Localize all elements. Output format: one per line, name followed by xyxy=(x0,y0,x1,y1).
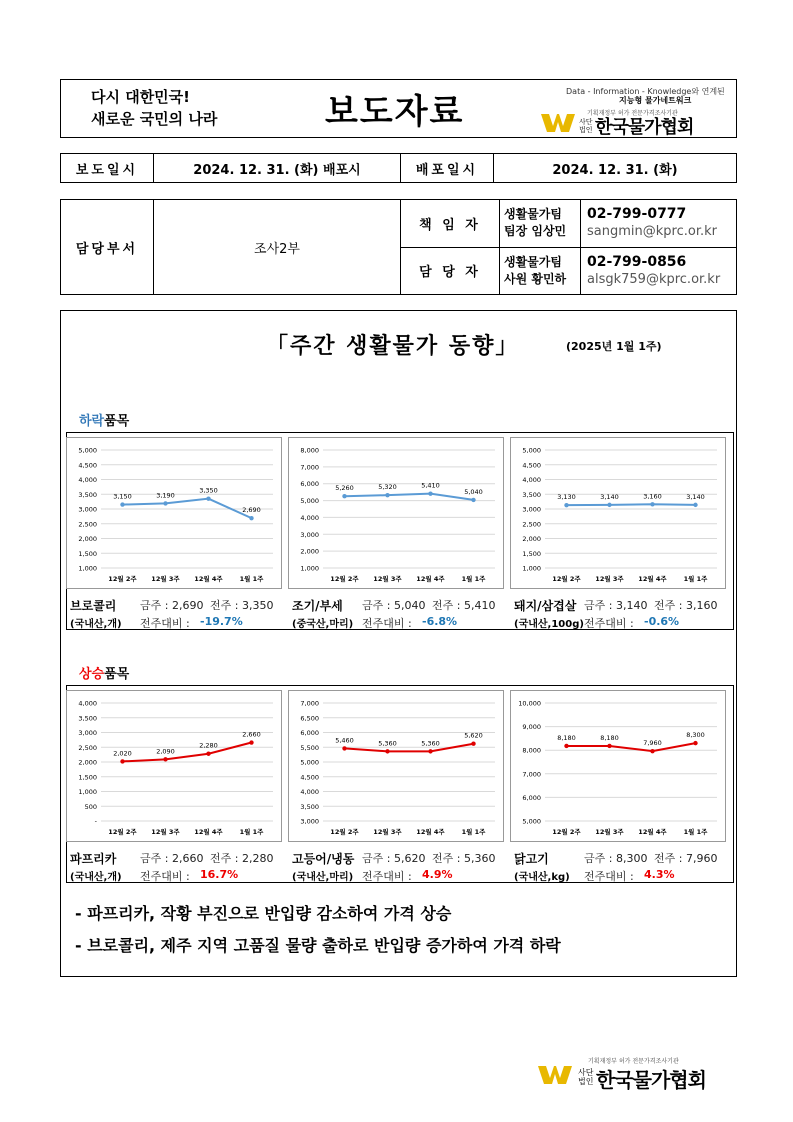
staff-label: 담 당 자 xyxy=(401,247,500,295)
y-tick-label: 2,500 xyxy=(522,520,541,529)
change-value: 16.7% xyxy=(200,868,239,881)
staff-tel: 02-799-0856 xyxy=(587,253,687,270)
x-tick-label: 12월 4주 xyxy=(416,575,445,583)
org-logo-icon xyxy=(541,114,575,132)
y-tick-label: 6,000 xyxy=(522,793,541,802)
this-week-price: 금주 : 5,620 xyxy=(362,852,426,865)
x-tick-label: 12월 2주 xyxy=(330,575,359,583)
manager-team: 생활물가팀 xyxy=(504,207,562,222)
manager-tel: 02-799-0777 xyxy=(587,206,687,223)
y-tick-label: 3,000 xyxy=(300,817,319,826)
x-tick-label: 12월 3주 xyxy=(595,575,624,583)
y-tick-label: 4,500 xyxy=(300,773,319,782)
release-date-label: 보도일시 xyxy=(61,154,154,183)
data-label: 2,280 xyxy=(199,741,218,750)
data-point xyxy=(206,496,210,500)
data-label: 3,140 xyxy=(600,492,619,501)
data-label: 5,360 xyxy=(421,739,440,748)
series-line xyxy=(345,494,474,500)
x-tick-label: 12월 4주 xyxy=(638,828,667,836)
tagline-1: Data - Information - Knowledge와 연계된 xyxy=(566,87,725,96)
change-value: -6.8% xyxy=(422,615,458,628)
item-name: 돼지/삼겹살 xyxy=(514,599,577,613)
data-label: 2,090 xyxy=(156,747,175,756)
data-point xyxy=(385,749,389,753)
last-week-price: 전주 : 7,960 xyxy=(654,852,718,865)
distribution-date-label: 배포일시 xyxy=(401,154,494,183)
staff-name-cell xyxy=(500,247,581,295)
data-label: 3,140 xyxy=(686,492,705,501)
item-name: 닭고기 xyxy=(514,852,549,866)
data-point xyxy=(249,740,253,744)
y-tick-label: 6,500 xyxy=(300,714,319,723)
data-label: 2,660 xyxy=(242,730,261,739)
y-tick-label: 500 xyxy=(84,802,97,811)
data-point xyxy=(428,491,432,495)
rising-label: 상승 xyxy=(79,667,105,682)
data-point xyxy=(471,742,475,746)
chart-svg-4 xyxy=(289,691,503,841)
contacts-table xyxy=(60,199,737,295)
data-label: 5,460 xyxy=(335,736,354,745)
y-tick-label: 7,000 xyxy=(522,770,541,779)
this-week-price: 금주 : 8,300 xyxy=(584,852,648,865)
y-tick-label: 4,000 xyxy=(78,476,97,484)
y-tick-label: 5,000 xyxy=(78,446,97,455)
y-tick-label: 2,500 xyxy=(78,520,97,529)
y-tick-label: 4,000 xyxy=(78,699,97,708)
y-tick-label: 3,500 xyxy=(78,490,97,499)
y-tick-label: 2,000 xyxy=(78,535,97,543)
y-tick-label: 5,000 xyxy=(522,446,541,455)
x-tick-label: 12월 2주 xyxy=(552,828,581,836)
data-label: 3,160 xyxy=(643,492,662,501)
chart-svg-2 xyxy=(511,438,725,588)
y-tick-label: 3,000 xyxy=(300,530,319,539)
x-tick-label: 1월 1주 xyxy=(683,575,708,583)
chart-svg-5 xyxy=(511,691,725,841)
data-label: 5,360 xyxy=(378,739,397,748)
data-point xyxy=(607,744,611,748)
staff-contact-cell xyxy=(581,247,737,295)
this-week-price: 금주 : 5,040 xyxy=(362,599,426,612)
header-box xyxy=(60,79,737,138)
x-tick-label: 1월 1주 xyxy=(239,828,264,836)
item-origin: (국내산,100g) xyxy=(514,619,584,630)
y-tick-label: 7,000 xyxy=(300,699,319,708)
x-tick-label: 1월 1주 xyxy=(683,828,708,836)
y-tick-label: 6,000 xyxy=(300,480,319,489)
last-week-price: 전주 : 5,410 xyxy=(432,599,496,612)
change-value: -0.6% xyxy=(644,615,680,628)
item-origin: (국내산,kg) xyxy=(514,872,570,883)
change-label: 전주대비 : xyxy=(140,617,190,630)
distribution-date-value: 2024. 12. 31. (화) xyxy=(494,154,737,183)
chart-2 xyxy=(510,437,726,589)
y-tick-label: 3,000 xyxy=(78,505,97,514)
data-point xyxy=(249,516,253,520)
x-tick-label: 12월 2주 xyxy=(108,575,137,583)
change-label: 전주대비 : xyxy=(362,617,412,630)
y-tick-label: 8,000 xyxy=(522,746,541,755)
x-tick-label: 12월 3주 xyxy=(373,828,402,836)
y-tick-label: 4,000 xyxy=(300,788,319,796)
y-tick-label: 1,000 xyxy=(522,564,541,573)
this-week-price: 금주 : 2,660 xyxy=(140,852,204,865)
falling-label-rest: 품목 xyxy=(104,414,130,429)
x-tick-label: 1월 1주 xyxy=(239,575,264,583)
manager-contact-cell xyxy=(581,200,737,248)
falling-section-heading xyxy=(79,410,129,429)
chart-svg-0 xyxy=(67,438,281,588)
x-tick-label: 12월 3주 xyxy=(595,828,624,836)
report-title: 「주간 생활물가 동향」 xyxy=(266,334,520,359)
bullet-1: - 파프리카, 작황 부진으로 반입량 감소하여 가격 상승 xyxy=(75,904,452,923)
item-origin: (국내산,개) xyxy=(70,872,122,883)
y-tick-label: 5,000 xyxy=(300,758,319,767)
change-value: 4.9% xyxy=(422,868,453,881)
y-tick-label: 5,000 xyxy=(522,817,541,826)
data-label: 5,320 xyxy=(378,483,397,492)
data-point xyxy=(120,759,124,763)
data-label: 2,690 xyxy=(242,506,261,515)
footer-org-name: 한국물가협회 xyxy=(596,1068,706,1092)
y-tick-label: 1,000 xyxy=(300,564,319,573)
footer-org-prefix: 사단법인 xyxy=(578,1068,594,1086)
y-tick-label: 2,000 xyxy=(522,535,541,543)
x-tick-label: 12월 3주 xyxy=(373,575,402,583)
release-date-value: 2024. 12. 31. (화) 배포시 xyxy=(154,154,401,183)
data-label: 5,620 xyxy=(464,731,483,740)
chart-1 xyxy=(288,437,504,589)
data-label: 5,260 xyxy=(335,484,354,493)
y-tick-label: 1,500 xyxy=(522,549,541,558)
footer-org-subtitle: 기획재정부 허가 전문가격조사기관 xyxy=(588,1058,679,1065)
data-point xyxy=(385,493,389,497)
y-tick-label: 2,000 xyxy=(78,758,97,767)
org-prefix: 사단법인 xyxy=(579,118,593,134)
data-label: 5,410 xyxy=(421,481,440,490)
org-name: 한국물가협회 xyxy=(595,117,694,138)
data-point xyxy=(564,744,568,748)
data-label: 8,180 xyxy=(600,733,619,742)
manager-name-cell xyxy=(500,200,581,248)
data-point xyxy=(650,502,654,506)
chart-svg-1 xyxy=(289,438,503,588)
y-tick-label: 8,000 xyxy=(300,446,319,455)
x-tick-label: 12월 4주 xyxy=(638,575,667,583)
y-tick-label: 3,000 xyxy=(522,505,541,514)
chart-5 xyxy=(510,690,726,842)
data-point xyxy=(693,503,697,507)
x-tick-label: 12월 4주 xyxy=(194,575,223,583)
data-point xyxy=(693,741,697,745)
slogan xyxy=(91,86,217,130)
x-tick-label: 1월 1주 xyxy=(461,575,486,583)
data-label: 2,020 xyxy=(113,749,132,758)
item-origin: (국내산,마리) xyxy=(292,872,354,883)
x-tick-label: 12월 2주 xyxy=(552,575,581,583)
y-tick-label: 3,500 xyxy=(300,802,319,811)
y-tick-label: 4,000 xyxy=(300,513,319,522)
change-label: 전주대비 : xyxy=(584,617,634,630)
item-name: 파프리카 xyxy=(70,852,117,866)
data-point xyxy=(120,502,124,506)
y-tick-label: 3,500 xyxy=(522,490,541,499)
falling-label: 하락 xyxy=(79,414,105,429)
y-tick-label: 3,500 xyxy=(78,714,97,723)
data-point xyxy=(471,498,475,502)
footer-logo xyxy=(538,1056,738,1090)
y-tick-label: 3,000 xyxy=(78,729,97,737)
rising-section-heading xyxy=(79,663,129,682)
staff-email[interactable]: alsgk759@kprc.or.kr xyxy=(587,271,721,287)
slogan-line1: 다시 대한민국! xyxy=(91,88,191,106)
rising-label-rest: 품목 xyxy=(104,667,130,682)
change-value: -19.7% xyxy=(200,615,243,628)
series-line xyxy=(123,743,252,762)
data-point xyxy=(206,752,210,756)
x-tick-label: 12월 3주 xyxy=(151,575,180,583)
item-name: 브로콜리 xyxy=(70,599,117,613)
change-value: 4.3% xyxy=(644,868,675,881)
data-label: 3,350 xyxy=(199,486,218,495)
series-line xyxy=(123,499,252,518)
data-point xyxy=(342,494,346,498)
department-label: 담당부서 xyxy=(61,200,154,295)
last-week-price: 전주 : 2,280 xyxy=(210,852,274,865)
item-name: 조기/부세 xyxy=(292,599,343,613)
y-tick-label: 4,500 xyxy=(522,461,541,470)
y-tick-label: 5,000 xyxy=(300,497,319,506)
x-tick-label: 12월 4주 xyxy=(194,828,223,836)
chart-4 xyxy=(288,690,504,842)
y-tick-label: 7,000 xyxy=(300,463,319,472)
data-point xyxy=(163,757,167,761)
y-tick-label: 6,000 xyxy=(300,729,319,737)
change-label: 전주대비 : xyxy=(584,870,634,883)
item-name: 고등어/냉동 xyxy=(292,852,355,866)
data-point xyxy=(607,503,611,507)
y-tick-label: 4,000 xyxy=(522,476,541,484)
this-week-price: 금주 : 3,140 xyxy=(584,599,648,612)
y-tick-label: 1,000 xyxy=(78,788,97,796)
data-point xyxy=(564,503,568,507)
y-tick-label: 2,500 xyxy=(78,743,97,752)
staff-team: 생활물가팀 xyxy=(504,254,562,269)
data-label: 8,180 xyxy=(557,733,576,742)
department-value: 조사2부 xyxy=(154,200,401,295)
chart-svg-3 xyxy=(67,691,281,841)
org-logo xyxy=(541,108,731,138)
bullet-2: - 브로콜리, 제주 지역 고품질 물량 출하로 반입량 증가하여 가격 하락 xyxy=(75,936,561,955)
chart-0 xyxy=(66,437,282,589)
y-tick-label: 5,500 xyxy=(300,743,319,752)
org-subtitle: 기획재정부 허가 전문가격조사기관 xyxy=(587,110,678,117)
last-week-price: 전주 : 3,350 xyxy=(210,599,274,612)
tagline-2: 지능형 물가네트워크 xyxy=(619,96,692,105)
report-subtitle: (2025년 1월 1주) xyxy=(566,340,662,353)
x-tick-label: 12월 2주 xyxy=(330,828,359,836)
this-week-price: 금주 : 2,690 xyxy=(140,599,204,612)
x-tick-label: 12월 3주 xyxy=(151,828,180,836)
slogan-line2: 새로운 국민의 나라 xyxy=(91,110,218,128)
change-label: 전주대비 : xyxy=(140,870,190,883)
y-tick-label: 1,500 xyxy=(78,549,97,558)
manager-label: 책 임 자 xyxy=(401,200,500,248)
manager-name: 팀장 임상민 xyxy=(504,224,567,239)
y-tick-label: 10,000 xyxy=(518,699,541,708)
x-tick-label: 12월 2주 xyxy=(108,828,137,836)
data-point xyxy=(342,746,346,750)
data-point xyxy=(650,749,654,753)
data-label: 3,150 xyxy=(113,492,132,501)
staff-name: 사원 황민하 xyxy=(504,271,567,286)
data-label: 7,960 xyxy=(643,739,662,748)
press-release-title: 보도자료 xyxy=(325,92,465,132)
last-week-price: 전주 : 5,360 xyxy=(432,852,496,865)
data-point xyxy=(428,749,432,753)
last-week-price: 전주 : 3,160 xyxy=(654,599,718,612)
data-label: 3,130 xyxy=(557,493,576,502)
x-tick-label: 12월 4주 xyxy=(416,828,445,836)
y-tick-label: 1,500 xyxy=(78,773,97,782)
data-label: 5,040 xyxy=(464,487,483,496)
footer-logo-icon xyxy=(538,1066,572,1084)
item-origin: (국내산,개) xyxy=(70,619,122,630)
data-label: 3,190 xyxy=(156,491,175,500)
change-label: 전주대비 : xyxy=(362,870,412,883)
data-label: 8,300 xyxy=(686,731,705,740)
release-date-table xyxy=(60,153,737,183)
y-tick-label: - xyxy=(94,817,97,826)
chart-3 xyxy=(66,690,282,842)
manager-email[interactable]: sangmin@kprc.or.kr xyxy=(587,224,717,240)
data-point xyxy=(163,501,167,505)
series-line xyxy=(567,504,696,505)
x-tick-label: 1월 1주 xyxy=(461,828,486,836)
y-tick-label: 1,000 xyxy=(78,564,97,573)
y-tick-label: 4,500 xyxy=(78,461,97,470)
y-tick-label: 2,000 xyxy=(300,547,319,556)
y-tick-label: 9,000 xyxy=(522,723,541,732)
item-origin: (중국산,마리) xyxy=(292,619,354,630)
